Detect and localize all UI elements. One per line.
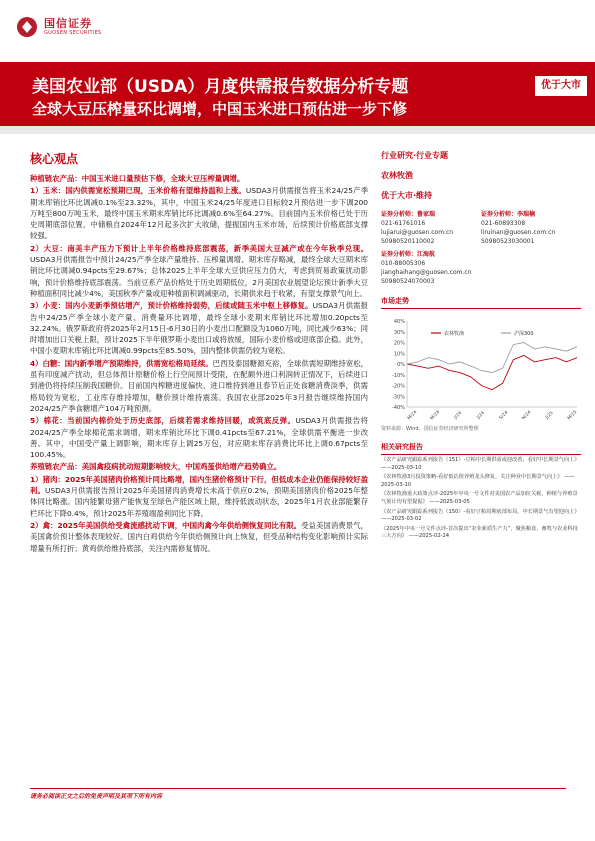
trend-chart-svg [381,315,581,423]
analyst-name: 证券分析师：江海航 [381,251,436,258]
sidebar [381,150,581,541]
paragraph-heading: 2）禽：2025年美国供给受禽流感扰动下调，中国肉禽今年供给侧恢复同比有限。 [30,520,302,530]
analyst-phone: 010-88005306 [381,260,426,267]
paragraph-heading: 1）玉米：国内供需宽松预期已现，玉米价格有望维持温和上涨。 [30,186,246,196]
analyst-cert: S0980523030001 [481,238,535,245]
paragraph-text: USDA3月供需报告中24/25产季全球小麦产量、消费量环比调增，最终全球小麦期末库销比环比增加0.20pcts至32.24%。俄罗斯政府将2025年2月15日-6月30日的小麦出口配额设为1060万吨，同比减少63%；同时增加出口关税上限，预计2025下半年俄罗斯小麦出口或将放缓，国际小麦价格或迎底部企稳。此外，中国小麦期末库销比环比调减0.99pcts至85.50%，国内整体供需仍较为宽松。 [30,301,368,356]
y-tick-label: 20% [393,340,405,347]
industry-label: 行业研究·行业专题 [381,151,449,160]
y-tick-label: 30% [393,329,405,336]
analyst-cert: S0980524070003 [381,278,435,285]
paragraph-text: USDA3月供需报告中预计24/25产季全球产量维持、压榨量调增、期末库存略减，最终全球大豆期末库销比环比调减0.94pcts至29.67%；总体2025上半年全球大豆供应压力仍大，考虑到贸易政策扰动影响，预计价格维持底部震荡。当前豆系产品价格处于历史周期低位，2月美国农业展望论坛预计新季大豆种植面积同比减少4%，美国秋季产量或迎种植面积调减驱动，长期供求趋于收紧，有望支撑景气向上。 [30,255,368,298]
sector-label: 农林牧渔 [381,171,413,180]
analyst-phone: 021-60893308 [481,220,526,227]
related-report-list [381,457,581,541]
analyst-email[interactable]: liruinan@guosen.com.cn [481,229,556,236]
chart-source: 资料来源：Wind、国信证券经济研究所整理 [381,426,479,432]
analyst-name: 证券分析师：李瑞楠 [481,211,536,218]
paragraph-heading: 种植链农产品：中国玉米进口量预估下修，全球大豆压榨量调增。 [30,174,245,183]
paragraph-heading: 5）棉花：当前国内棉价处于历史底部，后续若需求维持回暖，或筑底反弹。 [30,416,296,426]
related-title: 相关研究报告 [381,442,581,455]
y-tick-label: 0% [397,362,405,368]
x-tick-label: J/24 [476,410,487,421]
related-report-item[interactable]: 《农产品研究跟踪系列报告（150）-看好豆粕周期底部布局，中长期景气有望迎向上》 ——2025-03-02 [381,508,580,523]
body-paragraph [30,243,368,299]
analyst-row [381,210,581,246]
y-tick-label: -20% [392,383,405,390]
x-tick-label: S/24 [498,410,510,421]
x-tick-label: J/25 [544,410,555,421]
related-report-item[interactable]: 《农产品研究跟踪系列报告（151）-豆粕中长期供需或迎改善，看好中长期景气向上》 ——2025-03-10 [381,457,580,471]
analyst-email[interactable]: jianghaihang@guosen.com.cn [381,269,472,276]
chart-title: 市场走势 [381,296,581,309]
body-paragraph [30,358,368,414]
related-report-item[interactable]: 《农林牧渔3月投资策略-看好低估值养殖龙头修复，关注种业中长期景气向上》 ——2025-03-10 [381,474,575,488]
legend-label: 农林牧渔 [444,331,465,337]
related-report-item[interactable]: 《2025年中央一号文件点评-首次提出“农业新质生产力”，聚焦粮食、畜牧与农业科技三大方向》 ——2025-02-24 [381,525,578,540]
footer-divider [30,788,566,789]
paragraph-heading: 1）猪肉：2025年美国猪肉价格预计同比略增，国内生猪价格预计下行，但低成本企业仍能保持较好盈利。 [30,474,368,496]
legend-label: 沪深300 [514,331,534,337]
related-report-item[interactable]: 《农林牧渔重大政策点评-2025年中央一号文件对美国农产品加征关税，种植与养殖景气预计均有望提振》 ——2025-03-05 [381,491,578,505]
market-trend-chart [381,315,581,423]
logo-name-en: GUOSEN SECURITIES [44,30,102,36]
banner-band [0,126,595,134]
rating-badge: 优于大市 [535,76,587,96]
core-view-section [30,150,368,555]
title-banner [0,62,595,126]
y-tick-label: 40% [393,319,405,325]
analyst-cert: S0980520110002 [381,238,435,245]
paragraph-text: USDA3月供需报告将2024/25产季全球棉花需求调增，期末库销比环比下调0.41pcts至67.21%，全球供需平衡进一步改善。其中，中国受产量上调影响，期末库存上调25万包，对应期末库存消费比环比上调0.67pcts至100.45%。 [30,416,369,460]
body-paragraph [30,520,368,554]
y-tick-label: -10% [392,372,405,379]
y-tick-label: -40% [392,405,405,411]
logo-mark-icon [16,16,38,38]
analyst-name: 证券分析师：鲁家瑞 [381,211,436,218]
analyst-card [381,210,481,246]
body-paragraph [30,173,368,184]
y-tick-label: 10% [393,351,405,358]
body-paragraph [30,300,368,356]
paragraph-text: USDA3月供需报告将玉米24/25产季期末库销比环比调减0.1%至23.32%，其中，中国玉米24/25年度进口目标较2月预估进一步下调200万吨至800万吨玉米，最终中国玉米期末库销比环比调减0.6%至64.27%。目前国内玉米价格已处于历史周期底部位置，中储粮自2024年12月起多次扩大收储，提振国内玉米市场，后续预计价格底部支撑较强。 [30,186,368,241]
x-tick-label: J/24 [453,410,464,421]
company-logo [16,12,166,42]
paragraph-list [30,173,368,554]
paragraph-text: 巴西及泰国糖源充裕，全球供需短期维持宽松，虽有印度减产扰动，但总体预计原糖价格上行空间预计受限，在配额外进口利润转正情况下，后续进口到港仍将持续压制我国糖价。目前国内榨糖进度偏快、进口维持到港且春节后正处食糖消费淡季，供需格局较为宽松，工业库存维持增加，糖价预计维持震荡。我国农业部2025年3月报告继续维持国内2024/25产季食糖增产104万吨预测。 [30,358,368,413]
paragraph-text: 受益美国消费景气，美国禽价预计整体表现较好。国内白鸡供给今年供给侧预计向上恢复，但受品种结构变化影响预计实际增量有所打折；黄鸡供给维持底部，关注内需修复情况。 [30,520,368,553]
paragraph-heading: 养殖链农产品：美国禽疫病扰动短期影响较大，中国鸡蛋供给增产趋势确立。 [30,462,282,472]
body-paragraph [30,474,368,519]
x-tick-label: M/24 [429,409,442,422]
logo-name-cn: 国信证券 [44,17,92,30]
paragraph-text: USDA3月供需报告预计2025年美国猪肉消费增长未高于供应0.2%，预期美国猪肉价格2025年整体同比略涨。国内能繁母猪产能恢复至绿色产能区域上限，维持低波动状态，2025年1月农业部能繁存栏环比下降0.4%，预计2025年养殖端盈利同比下降。 [30,486,368,518]
body-paragraph [30,185,368,241]
body-paragraph [30,461,368,472]
y-tick-label: -30% [392,394,405,401]
x-tick-label: M/24 [406,409,419,422]
analyst-card [481,210,581,246]
report-title: 美国农业部（USDA）月度供需报告数据分析专题 [32,77,409,97]
section-title: 核心观点 [30,152,79,166]
series-line-1 [407,343,577,373]
body-paragraph [30,415,368,460]
paragraph-heading: 3）小麦：国内小麦新季预估增产，预计价格维持弱势，后续或随玉米中枢上移修复。 [30,301,313,311]
paragraph-heading: 4）白糖：国内新季增产预期维持，供需宽松格局延续。 [30,358,213,368]
analyst-card [381,250,481,286]
paragraph-heading: 2）大豆：南美丰产压力下预计上半年价格维持底部震荡，新季美国大豆减产或在今年秋季兑现。 [30,243,368,253]
rating-line: 优于大市·维持 [381,191,433,200]
x-tick-label: M/25 [566,409,579,422]
analyst-phone: 021-61761016 [381,220,426,227]
x-tick-label: N/24 [521,410,533,422]
footer-disclaimer: 请务必阅读正文之后的免责声明及其项下所有内容 [30,793,163,800]
analyst-email[interactable]: lujiarui@guosen.com.cn [381,229,454,236]
report-subtitle: 全球大豆压榨量环比调增，中国玉米进口预估进一步下修 [32,100,408,118]
